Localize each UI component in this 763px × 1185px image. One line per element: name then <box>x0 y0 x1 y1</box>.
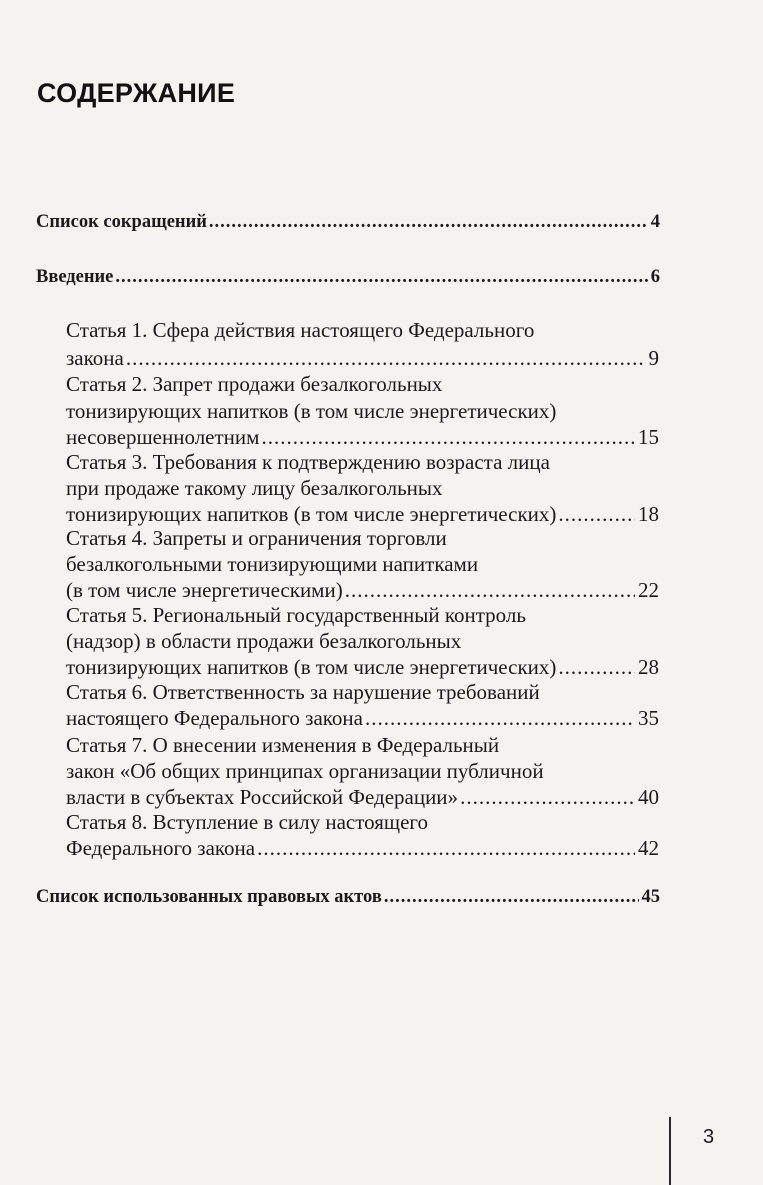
toc-article-line: при продаже такому лицу безалкогольных <box>66 476 443 500</box>
toc-entry-introduction[interactable] <box>36 267 660 288</box>
toc-entry-article-1[interactable] <box>66 346 659 371</box>
toc-entry-page: 42 <box>638 836 659 860</box>
toc-article-line: Статья 5. Региональный государственный контроль <box>66 603 526 627</box>
toc-entry-page: 45 <box>641 887 660 907</box>
toc-entry-label: тонизирующих напитков (в том числе энергетических) <box>66 502 557 526</box>
toc-entry-page: 28 <box>638 655 659 679</box>
toc-article-line: Статья 1. Сфера действия настоящего Федерального <box>66 318 535 342</box>
toc-entry-label: Федерального закона <box>66 836 256 860</box>
toc-entry-article-7[interactable] <box>66 785 659 810</box>
toc-entry-label: Введение <box>36 267 114 287</box>
leader-dots <box>365 706 635 731</box>
toc-entry-label: тонизирующих напитков (в том числе энергетических) <box>66 655 557 679</box>
toc-article-line: безалкогольными тонизирующими напитками <box>66 552 479 576</box>
leader-dots <box>558 502 635 527</box>
toc-entry-label: закона <box>66 346 124 370</box>
toc-entry-article-8[interactable] <box>66 836 659 861</box>
toc-entry-label: несовершеннолетним <box>66 425 260 449</box>
leader-dots <box>460 785 635 810</box>
toc-entry-article-5[interactable] <box>66 655 659 680</box>
leader-dots <box>384 887 639 908</box>
toc-entry-label: Список сокращений <box>36 212 207 232</box>
toc-entry-label: власти в субъектах Российской Федерации» <box>66 785 459 809</box>
leader-dots <box>209 212 648 233</box>
toc-article-line: Статья 8. Вступление в силу настоящего <box>66 810 428 834</box>
toc-entry-abbreviations[interactable] <box>36 212 660 233</box>
toc-entry-page: 40 <box>638 785 659 809</box>
toc-entry-article-2[interactable] <box>66 425 659 450</box>
toc-entry-label: настоящего Федерального закона <box>66 706 363 730</box>
footer-divider <box>669 1117 671 1185</box>
page-title: СОДЕРЖАНИЕ <box>37 78 236 108</box>
toc-entry-article-3[interactable] <box>66 502 659 527</box>
toc-entry-article-6[interactable] <box>66 706 659 731</box>
toc-entry-page: 35 <box>638 706 659 730</box>
toc-entry-legal-acts[interactable] <box>36 887 660 908</box>
toc-entry-page: 9 <box>648 346 659 370</box>
toc-article-line: тонизирующих напитков (в том числе энергетических) <box>66 399 557 423</box>
toc-entry-label: (в том числе энергетическими) <box>66 578 343 602</box>
leader-dots <box>261 425 635 450</box>
toc-entry-article-4[interactable] <box>66 578 659 603</box>
toc-entry-label: Список использованных правовых актов <box>36 887 382 907</box>
toc-entry-page: 18 <box>638 502 659 526</box>
page-number: 3 <box>703 1126 715 1148</box>
toc-article-line: (надзор) в области продажи безалкогольных <box>66 629 462 653</box>
toc-article-line: Статья 7. О внесении изменения в Федеральный <box>66 733 500 757</box>
leader-dots <box>558 655 635 680</box>
leader-dots <box>345 578 635 603</box>
leader-dots <box>115 267 647 288</box>
leader-dots <box>126 346 646 371</box>
toc-article-line: Статья 6. Ответственность за нарушение требований <box>66 680 540 704</box>
toc-entry-page: 4 <box>650 212 660 232</box>
toc-article-line: Статья 2. Запрет продажи безалкогольных <box>66 372 443 396</box>
toc-entry-page: 6 <box>650 267 660 287</box>
toc-article-line: Статья 3. Требования к подтверждению возраста лица <box>66 450 550 474</box>
toc-article-line: Статья 4. Запреты и ограничения торговли <box>66 526 447 550</box>
toc-entry-page: 15 <box>638 425 659 449</box>
leader-dots <box>257 836 635 861</box>
toc-article-line: закон «Об общих принципах организации публичной <box>66 759 544 783</box>
toc-entry-page: 22 <box>638 578 659 602</box>
